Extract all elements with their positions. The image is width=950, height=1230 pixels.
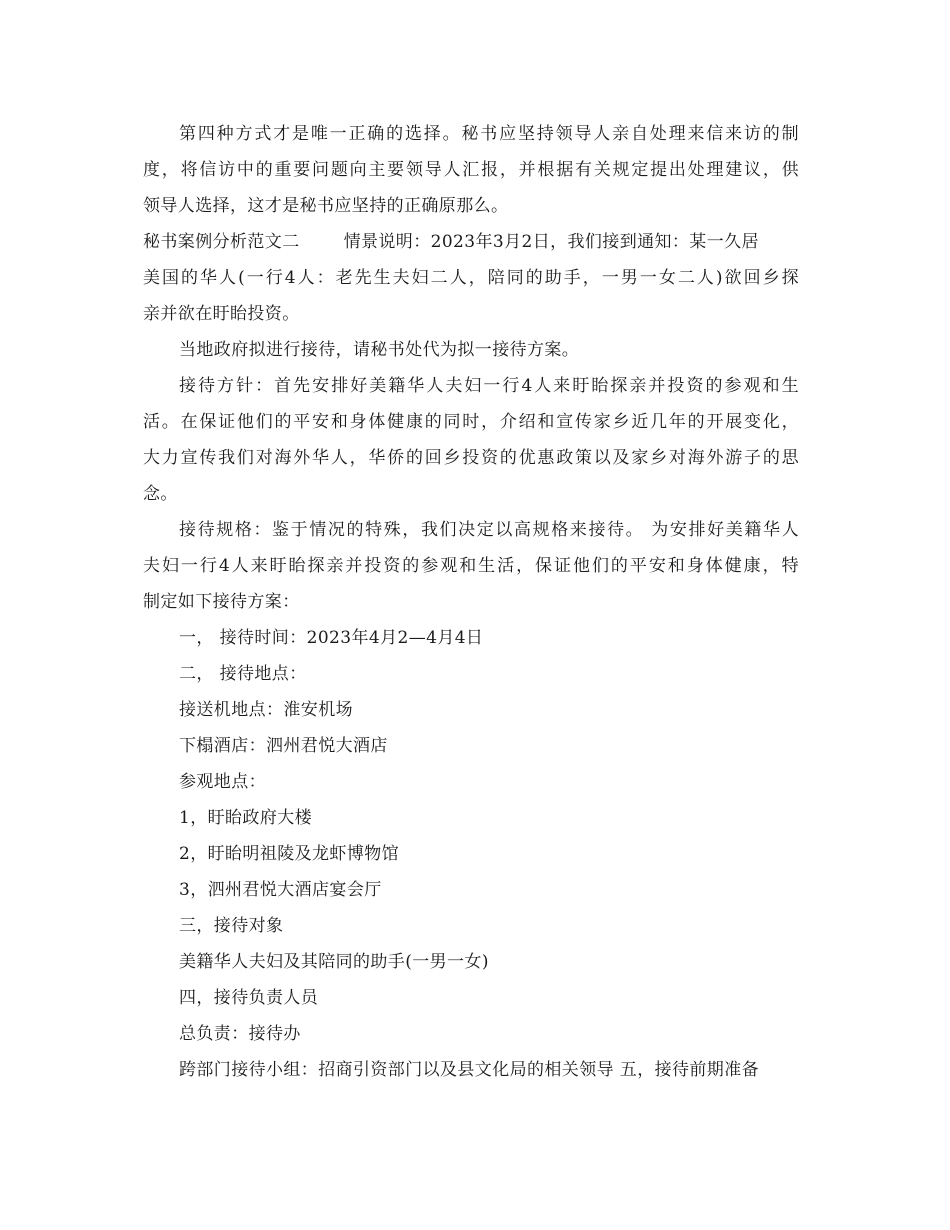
list-item: 2，盱眙明祖陵及龙虾博物馆	[179, 844, 400, 864]
paragraph-line: 美国的华人(一行4人：老先生夫妇二人，陪同的助手，一男一女二人)欲回乡探	[143, 268, 799, 288]
list-item: 3，泗州君悦大酒店宴会厅	[179, 880, 382, 900]
scenario-intro: 情景说明：2023年3月2日，我们接到通知：某一久居	[343, 232, 759, 252]
list-item: 1，盱眙政府大楼	[179, 808, 313, 828]
paragraph-line: 大力宣传我们对海外华人，华侨的回乡投资的优惠政策以及家乡对海外游子的思	[143, 448, 799, 468]
section-heading-line	[143, 224, 799, 260]
list-item: 接送机地点：淮安机场	[179, 700, 353, 720]
paragraph-line: 念。	[143, 484, 178, 504]
section-title: 秘书案例分析范文二	[143, 232, 300, 252]
list-item: 跨部门接待小组：招商引资部门以及县文化局的相关领导 五，接待前期准备	[179, 1060, 760, 1080]
list-item: 三，接待对象	[179, 916, 284, 936]
document-page	[143, 116, 799, 1088]
paragraph-line: 接待方针：首先安排好美籍华人夫妇一行4人来盱眙探亲并投资的参观和生	[179, 376, 799, 396]
paragraph-line: 活。在保证他们的平安和身体健康的同时，介绍和宣传家乡近几年的开展变化，	[143, 412, 799, 432]
list-item: 下榻酒店：泗州君悦大酒店	[179, 736, 388, 756]
list-item: 总负责：接待办	[179, 1024, 301, 1044]
paragraph-line: 亲并欲在盱眙投资。	[143, 304, 300, 324]
list-item: 美籍华人夫妇及其陪同的助手(一男一女)	[179, 952, 489, 972]
list-item: 四，接待负责人员	[179, 988, 319, 1008]
list-item: 参观地点：	[179, 772, 266, 792]
paragraph-line: 当地政府拟进行接待，请秘书处代为拟一接待方案。	[179, 340, 580, 360]
paragraph-line: 度，将信访中的重要问题向主要领导人汇报，并根据有关规定提出处理建议，供	[143, 160, 799, 180]
paragraph-line: 制定如下接待方案：	[143, 592, 300, 612]
paragraph-line: 接待规格：鉴于情况的特殊，我们决定以高规格来接待。 为安排好美籍华人	[179, 520, 799, 540]
paragraph-line: 第四种方式才是唯一正确的选择。秘书应坚持领导人亲自处理来信来访的制	[179, 124, 799, 144]
paragraph-line: 夫妇一行4人来盱眙探亲并投资的参观和生活，保证他们的平安和身体健康，特	[143, 556, 799, 576]
list-item: 二， 接待地点：	[179, 664, 307, 684]
list-item: 一， 接待时间：2023年4月2—4月4日	[179, 628, 484, 648]
paragraph-line: 领导人选择，这才是秘书应坚持的正确原那么。	[143, 196, 509, 216]
